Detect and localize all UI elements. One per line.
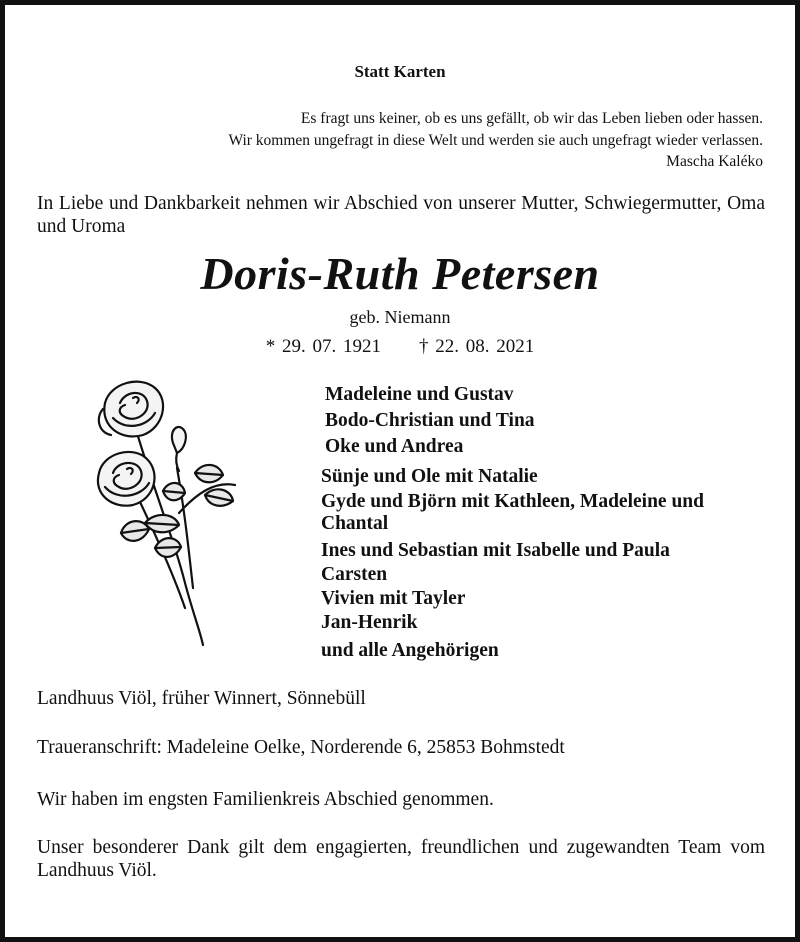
maiden-name: geb. Niemann	[349, 307, 451, 327]
location-text: Landhuus Viöl, früher Winnert, Sönnebüll	[37, 688, 366, 709]
mourner-2: Bodo-Christian und Tina	[325, 410, 535, 431]
thanks-text: Unser besonderer Dank gilt dem engagierten, freundlichen und zugewandten Team vom Landhuus Viöl.	[37, 837, 765, 881]
mourner-4: Sünje und Ole mit Natalie	[321, 466, 538, 487]
quote-line-2: Wir kommen ungefragt in diese Welt und werden sie auch ungefragt wieder verlassen.	[228, 132, 763, 149]
life-dates	[5, 336, 795, 358]
death-symbol: †	[419, 336, 429, 357]
mourner-7: Carsten	[321, 564, 388, 585]
birth-date: 29. 07. 1921	[282, 336, 381, 357]
address-text: Traueranschrift: Madeleine Oelke, Norderende 6, 25853 Bohmstedt	[37, 737, 565, 758]
quote-author: Mascha Kaléko	[666, 153, 763, 170]
notice-header: Statt Karten	[354, 62, 446, 81]
intro-text: In Liebe und Dankbarkeit nehmen wir Abschied von unserer Mutter, Schwiegermutter, Oma und Uroma	[37, 193, 765, 237]
mourner-8: Vivien mit Tayler	[321, 588, 466, 609]
mourner-5: Gyde und Björn mit Kathleen, Madeleine und Chantal	[321, 491, 704, 534]
deceased-name: Doris-Ruth Petersen	[200, 248, 600, 299]
death-date: 22. 08. 2021	[435, 336, 535, 357]
rose-icon	[85, 373, 245, 658]
mourner-3: Oke und Andrea	[325, 436, 464, 457]
mourner-1: Madeleine und Gustav	[325, 384, 514, 405]
mourner-6: Ines und Sebastian mit Isabelle und Paula	[321, 540, 670, 561]
quote-line-1: Es fragt uns keiner, ob es uns gefällt, ob wir das Leben lieben oder hassen.	[300, 110, 763, 127]
farewell-text: Wir haben im engsten Familienkreis Abschied genommen.	[37, 789, 494, 810]
birth-symbol: *	[265, 336, 276, 357]
mourner-10: und alle Angehörigen	[321, 640, 499, 661]
mourner-9: Jan-Henrik	[321, 612, 418, 633]
